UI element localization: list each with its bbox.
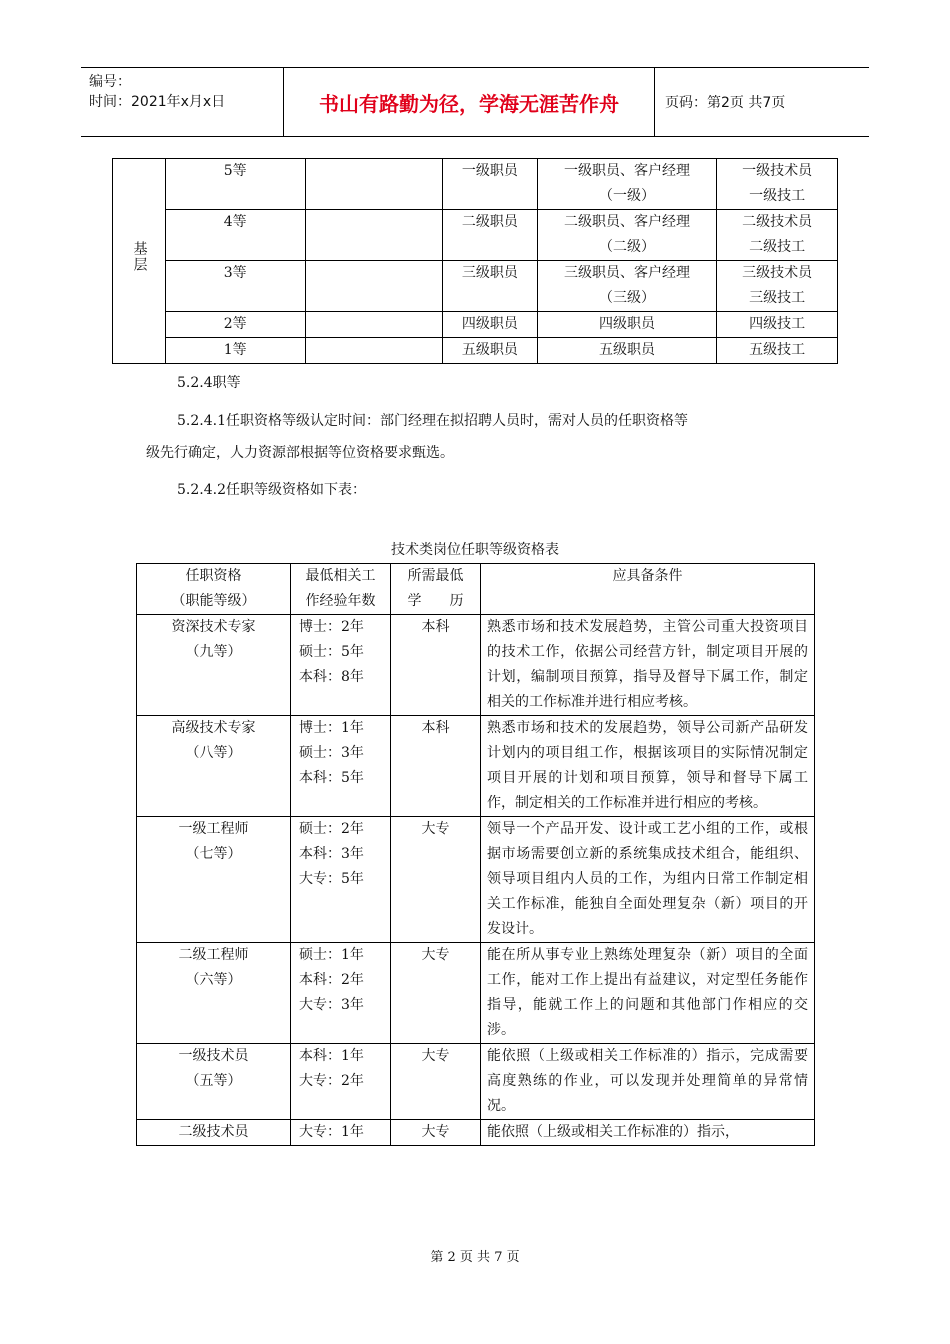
table-row xyxy=(137,943,815,1044)
paragraph-line: 5.2.4.2任职等级资格如下表： xyxy=(177,482,366,498)
number-label: 编号： xyxy=(89,74,131,90)
experience-cell: 硕士：2年 本科：3年 大专：5年 xyxy=(291,817,391,943)
grade-cell: 2等 xyxy=(165,312,305,338)
qualification-cell: 资深技术专家 （九等） xyxy=(137,615,291,716)
manager-cell: 三级职员、客户经理 （三级） xyxy=(537,261,717,312)
experience-cell: 本科：1年 大专：2年 xyxy=(291,1044,391,1120)
conditions-cell: 能依照（上级或相关工作标准的）指示，完成需要高度熟练的作业，可以发现并处理简单的异常情况。 xyxy=(481,1044,815,1120)
table-caption: 技术类岗位任职等级资格表 xyxy=(391,542,559,558)
table-row xyxy=(113,261,838,312)
experience-cell: 大专：1年 xyxy=(291,1120,391,1146)
manager-cell: 二级职员、客户经理 （二级） xyxy=(537,210,717,261)
qualification-table xyxy=(136,563,815,1146)
grade-cell: 5等 xyxy=(165,159,305,210)
experience-cell: 硕士：1年 本科：2年 大专：3年 xyxy=(291,943,391,1044)
table-row xyxy=(113,210,838,261)
qualification-cell: 一级技术员 （五等） xyxy=(137,1044,291,1120)
empty-cell xyxy=(305,261,443,312)
conditions-cell: 能在所从事专业上熟练处理复杂（新）项目的全面工作，能对工作上提出有益建议，对定型任务能作指导，能就工作上的问题和其他部门作相应的交涉。 xyxy=(481,943,815,1044)
paragraph-line: 级先行确定，人力资源部根据等位资格要求甄选。 xyxy=(146,445,454,461)
conditions-cell: 熟悉市场和技术的发展趋势，领导公司新产品研发计划内的项目组工作，根据该项目的实际情况制定项目开展的计划和项目预算，领导和督导下属工作，制定相关的工作标准并进行相应的考核。 xyxy=(481,716,815,817)
qualification-cell: 高级技术专家 （八等） xyxy=(137,716,291,817)
group-label-cell xyxy=(113,159,166,364)
table-row xyxy=(113,159,838,210)
conditions-cell: 熟悉市场和技术发展趋势，主管公司重大投资项目的技术工作，依据公司经营方针，制定项目开展的计划，编制项目预算，指导及督导下属工作，制定相关的工作标准并进行相应考核。 xyxy=(481,615,815,716)
education-cell: 大专 xyxy=(391,817,481,943)
table-header-row xyxy=(137,564,815,615)
header-experience: 最低相关工 作经验年数 xyxy=(291,564,391,615)
empty-cell xyxy=(305,159,443,210)
empty-cell xyxy=(305,338,443,364)
header-page-label: 页码：第2页 共7页 xyxy=(665,95,786,111)
staff-cell: 三级职员 xyxy=(443,261,538,312)
tech-cell: 二级技术员 二级技工 xyxy=(717,210,838,261)
group-label: 基层 xyxy=(131,240,148,273)
table-row xyxy=(113,312,838,338)
manager-cell: 四级职员 xyxy=(537,312,717,338)
qualification-cell: 二级工程师 （六等） xyxy=(137,943,291,1044)
experience-cell: 博士：1年 硕士：3年 本科：5年 xyxy=(291,716,391,817)
tech-cell: 三级技术员 三级技工 xyxy=(717,261,838,312)
empty-cell xyxy=(305,312,443,338)
qualification-cell: 一级工程师 （七等） xyxy=(137,817,291,943)
section-heading: 5.2.4职等 xyxy=(177,375,241,391)
conditions-cell: 领导一个产品开发、设计或工艺小组的工作，或根据市场需要创立新的系统集成技术组合，能组织、领导项目组内人员的工作，为组内日常工作制定相关工作标准，能独自全面处理复杂（新）项目的开发设计。 xyxy=(481,817,815,943)
staff-cell: 五级职员 xyxy=(443,338,538,364)
header-conditions: 应具备条件 xyxy=(481,564,815,615)
manager-cell: 一级职员、客户经理 （一级） xyxy=(537,159,717,210)
experience-cell: 博士：2年 硕士：5年 本科：8年 xyxy=(291,615,391,716)
header-info-cell xyxy=(81,68,284,136)
grade-cell: 3等 xyxy=(165,261,305,312)
education-cell: 大专 xyxy=(391,943,481,1044)
table-row xyxy=(137,716,815,817)
education-cell: 大专 xyxy=(391,1120,481,1146)
tech-cell: 四级技工 xyxy=(717,312,838,338)
page-header xyxy=(81,67,869,137)
page-footer: 第 2 页 共 7 页 xyxy=(430,1250,520,1265)
paragraph-line: 5.2.4.1任职资格等级认定时间：部门经理在拟招聘人员时，需对人员的任职资格等 xyxy=(177,413,688,429)
staff-cell: 四级职员 xyxy=(443,312,538,338)
staff-cell: 二级职员 xyxy=(443,210,538,261)
qualification-cell: 二级技术员 xyxy=(137,1120,291,1146)
grade-table xyxy=(112,158,838,364)
table-row xyxy=(137,1044,815,1120)
education-cell: 大专 xyxy=(391,1044,481,1120)
tech-cell: 一级技术员 一级技工 xyxy=(717,159,838,210)
manager-cell: 五级职员 xyxy=(537,338,717,364)
header-motto: 书山有路勤为径，学海无涯苦作舟 xyxy=(284,68,655,136)
table-row xyxy=(113,338,838,364)
grade-cell: 1等 xyxy=(165,338,305,364)
header-education: 所需最低 学 历 xyxy=(391,564,481,615)
table-row xyxy=(137,817,815,943)
empty-cell xyxy=(305,210,443,261)
table-row xyxy=(137,1120,815,1146)
education-cell: 本科 xyxy=(391,615,481,716)
tech-cell: 五级技工 xyxy=(717,338,838,364)
conditions-cell: 能依照（上级或相关工作标准的）指示， xyxy=(481,1120,815,1146)
time-label: 时间：2021年x月x日 xyxy=(89,94,226,110)
staff-cell: 一级职员 xyxy=(443,159,538,210)
header-qualification: 任职资格 （职能等级） xyxy=(137,564,291,615)
grade-cell: 4等 xyxy=(165,210,305,261)
education-cell: 本科 xyxy=(391,716,481,817)
table-row xyxy=(137,615,815,716)
